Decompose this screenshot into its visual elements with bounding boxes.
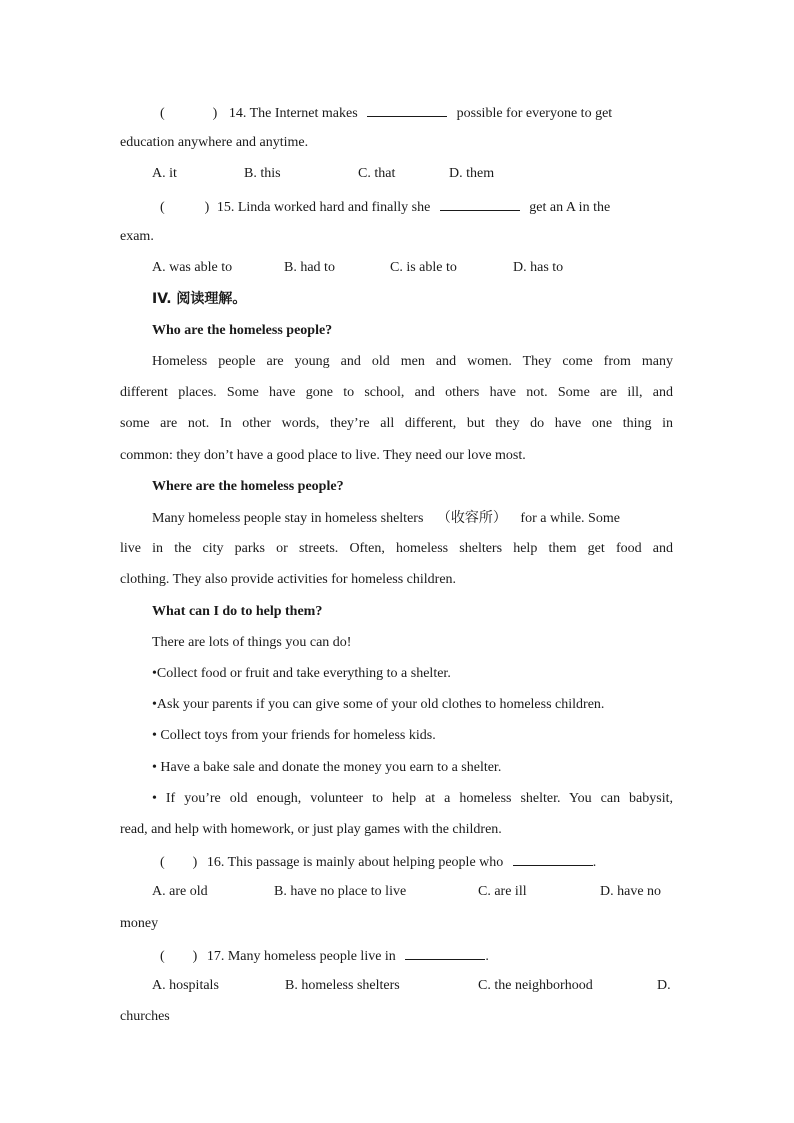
q16-stem — [152, 851, 673, 871]
q14-option-b[interactable]: B. this — [244, 166, 281, 181]
list-item: •Ask your parents if you can give some of your old clothes to homeless children. — [152, 697, 605, 712]
q14-stem-before: 14. The Internet makes — [228, 106, 358, 121]
q16-option-a[interactable]: A. are old — [152, 884, 208, 899]
q16-option-b[interactable]: B. have no place to live — [274, 884, 407, 899]
q14-paren-close: ) — [212, 106, 218, 121]
q17-option-a[interactable]: A. hospitals — [152, 978, 219, 993]
passage-p1-line-1: Homeless people are young and old men and women. They come from many — [152, 354, 673, 369]
passage-heading-1: Who are the homeless people? — [152, 323, 333, 338]
passage-p2-line-1-after: for a while. Some — [520, 511, 620, 526]
passage-p2-line-2: live in the city parks or streets. Often, homeless shelters help them get food and — [120, 541, 673, 556]
list-item: • Have a bake sale and donate the money you earn to a shelter. — [152, 760, 502, 775]
q16-paren-close: ) — [192, 855, 198, 870]
q14-options — [120, 164, 673, 184]
passage-heading-3: What can I do to help them? — [152, 604, 323, 619]
list-item-cont: read, and help with homework, or just play games with the children. — [120, 822, 502, 837]
q14-stem — [152, 102, 673, 122]
q15-stem-before: 15. Linda worked hard and finally she — [216, 200, 431, 215]
q14-answer-blank[interactable] — [367, 102, 447, 117]
q16-options — [120, 882, 673, 902]
passage-intro: There are lots of things you can do! — [152, 635, 352, 650]
q15-option-c[interactable]: C. is able to — [390, 260, 457, 275]
q17-option-c[interactable]: C. the neighborhood — [478, 978, 593, 993]
passage-p1-line-4: common: they don’t have a good place to live. They need our love most. — [120, 448, 526, 463]
q16-stem-after: . — [592, 855, 597, 870]
q16-option-cont: money — [120, 916, 159, 931]
q15-options — [120, 258, 673, 278]
q17-paren-open: ( — [160, 949, 165, 964]
passage-p2-line-3: clothing. They also provide activities for homeless children. — [120, 572, 457, 587]
q15-stem-after: get an A in the — [529, 200, 611, 215]
q15-answer-blank[interactable] — [440, 196, 520, 211]
q15-paren-open: ( — [160, 200, 165, 215]
list-item: • If you’re old enough, volunteer to help at a homeless shelter. You can babysit, — [152, 791, 673, 806]
section-heading: IV. 阅读理解。 — [152, 291, 247, 307]
q15-stem-cont: exam. — [120, 229, 154, 244]
q14-paren-open: ( — [160, 106, 165, 121]
q15-option-a[interactable]: A. was able to — [152, 260, 233, 275]
passage-p2-chinese-gloss: （收容所） — [436, 510, 507, 526]
q14-stem-cont: education anywhere and anytime. — [120, 135, 309, 150]
q15-option-b[interactable]: B. had to — [284, 260, 335, 275]
q17-stem-before: 17. Many homeless people live in — [206, 949, 396, 964]
q17-paren-close: ) — [192, 949, 198, 964]
passage-heading-2: Where are the homeless people? — [152, 479, 344, 494]
q17-options — [120, 976, 673, 996]
q16-stem-before: 16. This passage is mainly about helping people who — [206, 855, 504, 870]
q14-option-a[interactable]: A. it — [152, 166, 177, 181]
passage-p1-line-3: some are not. In other words, they’re all different, but they do have one thing in — [120, 416, 673, 431]
q16-paren-open: ( — [160, 855, 165, 870]
passage-p2-line-1-before: Many homeless people stay in homeless shelters — [152, 511, 424, 526]
q17-stem — [152, 945, 673, 965]
q16-option-d[interactable]: D. have no — [600, 884, 662, 899]
q15-paren-close: ) — [204, 200, 210, 215]
list-item: • Collect toys from your friends for homeless kids. — [152, 728, 436, 743]
q17-answer-blank[interactable] — [405, 945, 485, 960]
q17-option-d[interactable]: D. — [657, 978, 671, 993]
q16-answer-blank[interactable] — [513, 851, 593, 866]
q15-option-d[interactable]: D. has to — [513, 260, 564, 275]
q17-option-cont: churches — [120, 1009, 170, 1024]
q16-option-c[interactable]: C. are ill — [478, 884, 527, 899]
q14-option-d[interactable]: D. them — [449, 166, 495, 181]
q14-option-c[interactable]: C. that — [358, 166, 396, 181]
passage-p1-line-2: different places. Some have gone to school, and others have not. Some are ill, and — [120, 385, 673, 400]
q17-option-b[interactable]: B. homeless shelters — [285, 978, 400, 993]
q15-stem — [152, 196, 673, 216]
q14-stem-after: possible for everyone to get — [456, 106, 613, 121]
list-item: •Collect food or fruit and take everything to a shelter. — [152, 666, 451, 681]
q17-stem-after: . — [485, 949, 489, 964]
passage-p2-line-1 — [152, 508, 673, 528]
